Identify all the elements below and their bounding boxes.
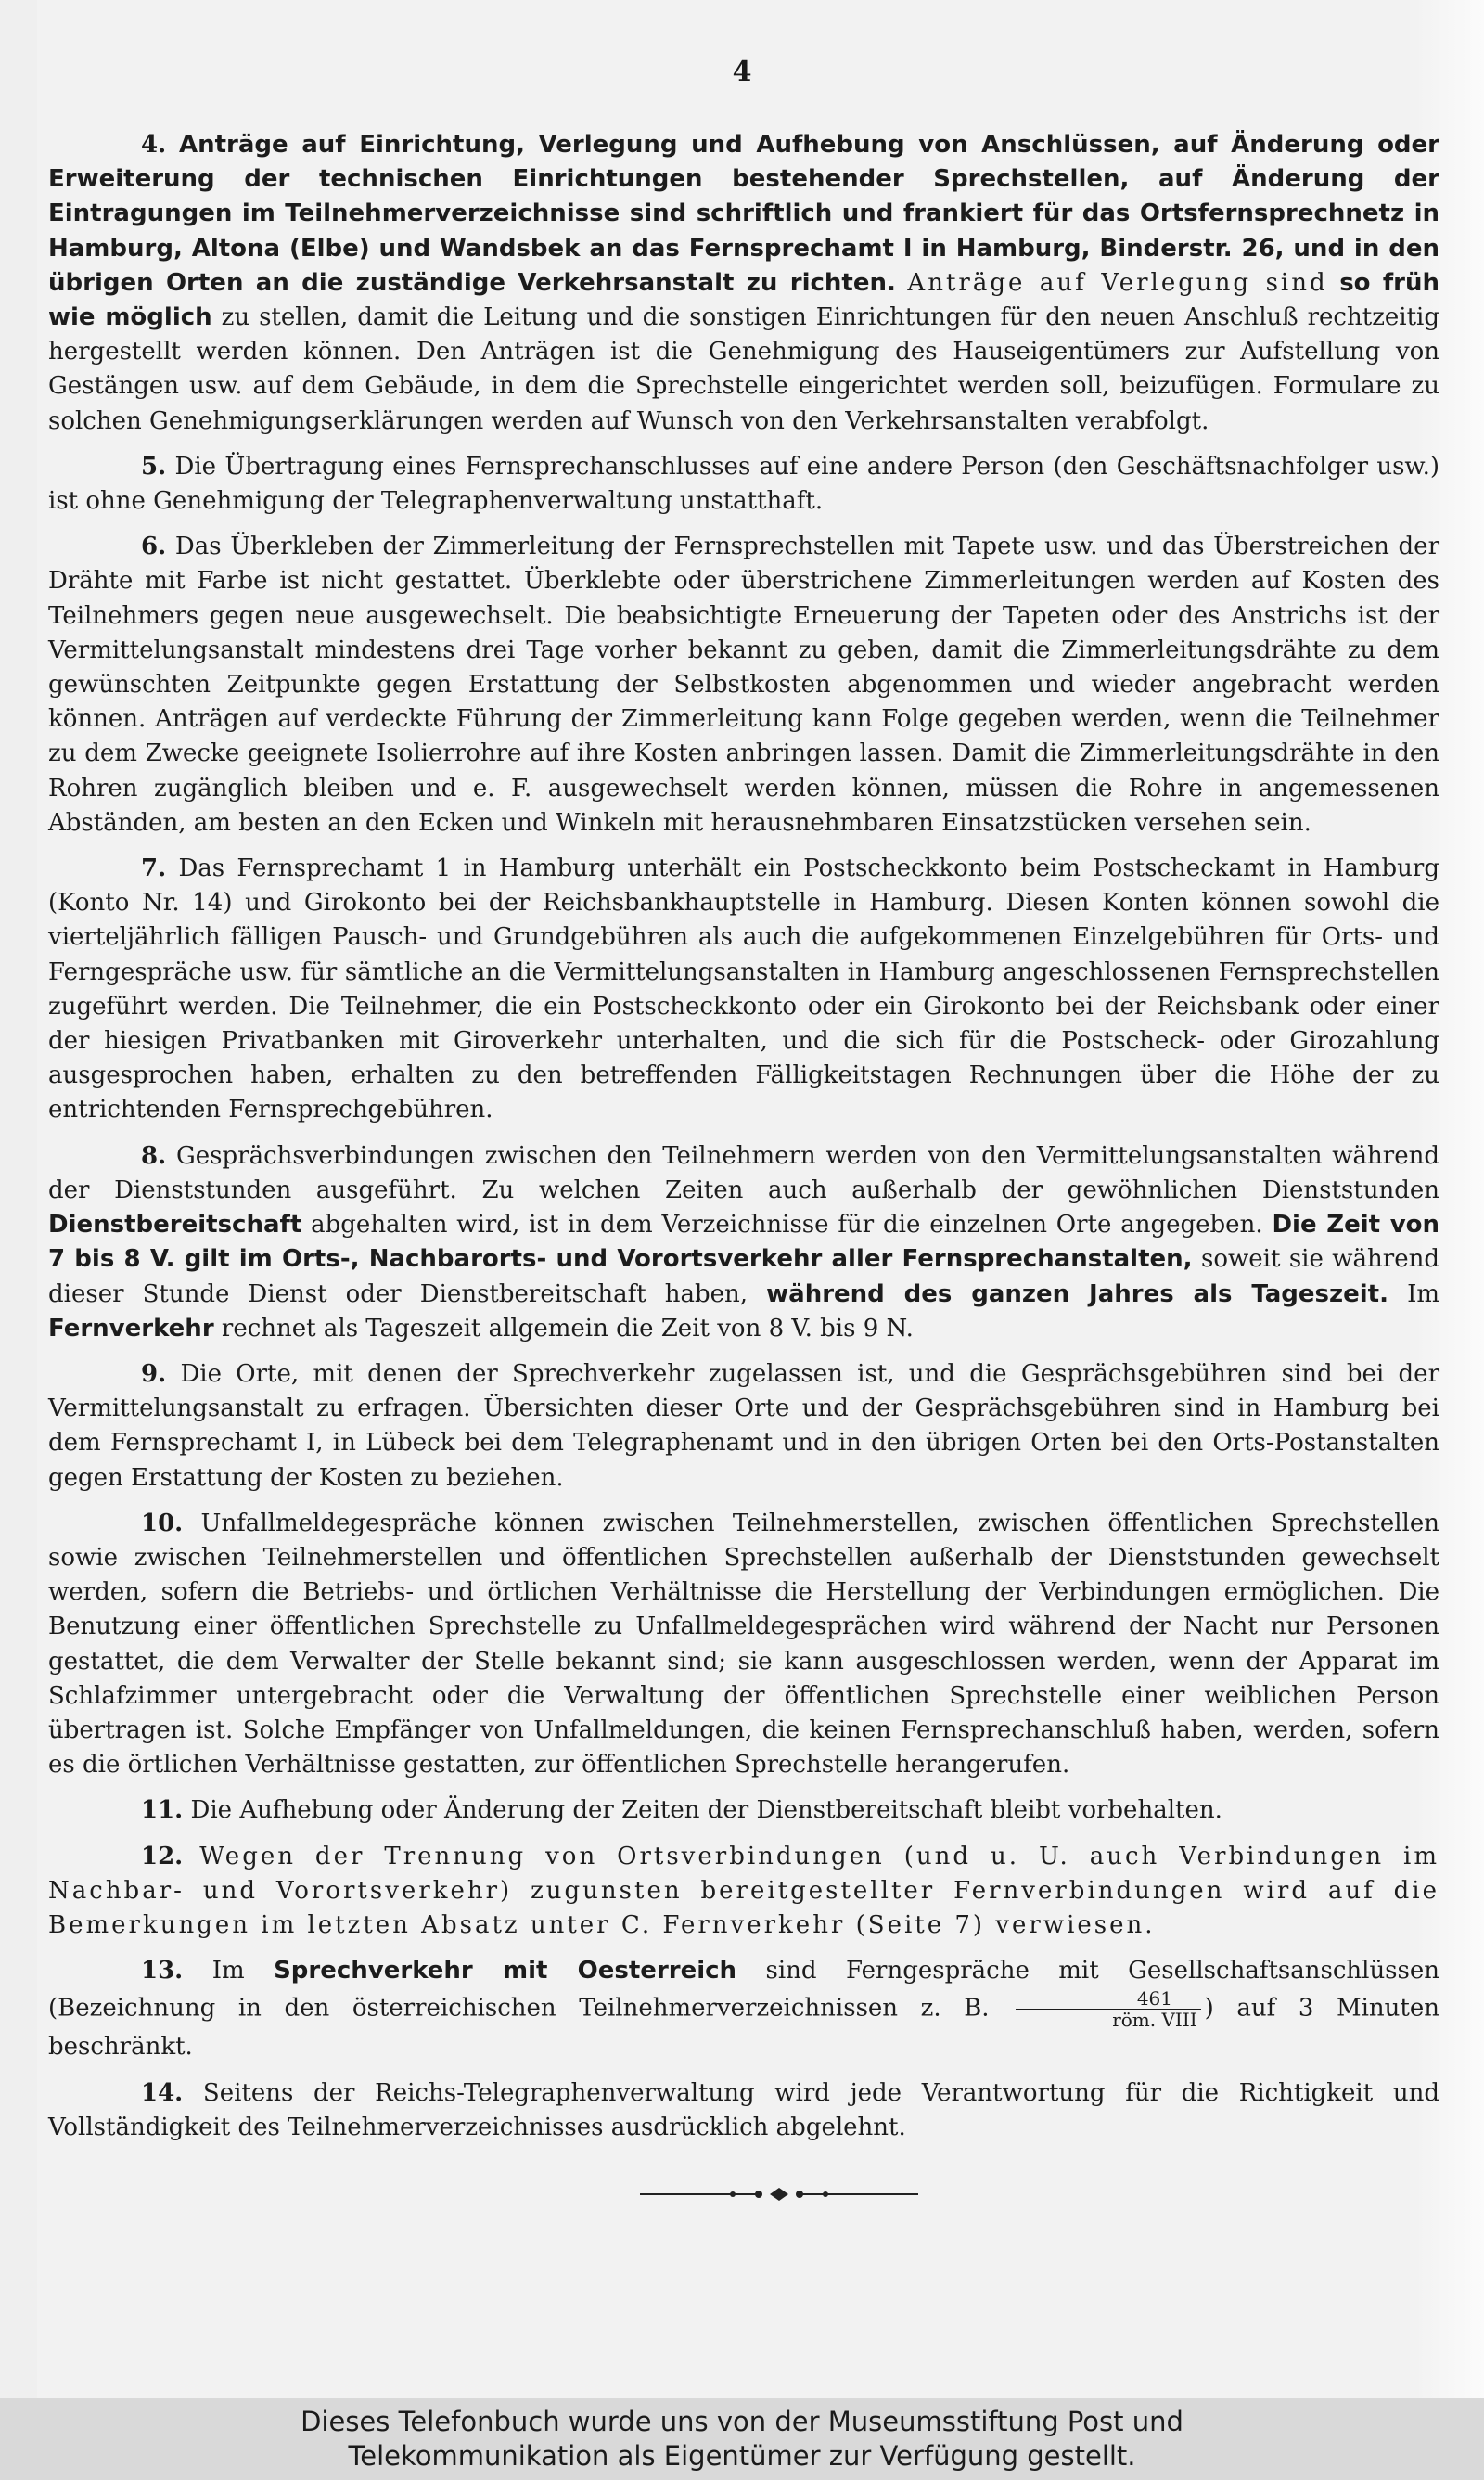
paragraph-bold-text: Die Zeit von 7 bis 8 V. gilt im Orts-, Nachbarorts- und Vorortsverkehr aller Fernsprechanstalten, (48, 1211, 1440, 1274)
attribution-footer (0, 2398, 1484, 2480)
paragraph-number: 7. (141, 855, 167, 883)
paragraph-bold-text: Anträge auf Einrichtung, Verlegung und Aufhebung von Anschlüssen, auf Änderung oder Erweiterung der technischen Einrichtungen bestehender Sprechstellen, auf Änderung der Eintragungen im Teilnehmerverzeichnisse sind schriftlich und frankiert für das Ortsfernsprechnetz in Hamburg, Altona (Elbe) und Wandsbek an das Fernsprechamt I in Hamburg, Binderstr. 26, und in den übrigen Orten an die zuständige Verkehrsanstalt zu richten. (48, 131, 1440, 297)
paragraph-bold-text: Fernverkehr (48, 1314, 214, 1343)
paragraph-number: 5. (141, 452, 167, 481)
paragraph-number: 13. (141, 1957, 184, 1985)
paragraph-bold-text: so früh wie möglich (48, 268, 1440, 332)
footer-line-1: Dieses Telefonbuch wurde uns von der Museumsstiftung Post und (301, 2406, 1183, 2437)
paragraph-spaced-text: Wegen der Trennung von Ortsverbindungen (und u. U. auch Verbindungen im Nachbar- und Vorortsverkehr) zugunsten bereitgestellter Fernverbindungen wird auf die Bemerkungen im letzten Absatz unter C. Fernverkehr (Seite 7) verwiesen. (48, 1842, 1440, 1939)
paragraph-10 (48, 1507, 1439, 1783)
fraction-denominator: röm. VIII (1112, 2009, 1197, 2032)
paragraph-bold-text: Dienstbereitschaft (48, 1211, 302, 1240)
paragraph-number: 6. (141, 533, 167, 561)
paragraph-bold-text: während des ganzen Jahres als Tageszeit. (766, 1279, 1388, 1308)
paragraph-text: Gesprächsverbindungen zwischen den Teilnehmern werden von den Vermittelungsanstalten während der Dienststunden ausgeführt. Zu welchen Zeiten auch außerhalb der gewöhnlichen Dienststunden (48, 1141, 1440, 1204)
paragraph-bold-text: Sprechverkehr mit Oesterreich (274, 1957, 737, 1985)
paragraph-9 (48, 1357, 1439, 1496)
paragraph-14 (48, 2076, 1439, 2145)
paragraph-text: rechnet als Tageszeit allgemein die Zeit von 8 V. bis 9 N. (221, 1314, 914, 1343)
paragraph-text: Das Überkleben der Zimmerleitung der Fernsprechstellen mit Tapete usw. und das Überstreichen der Drähte mit Farbe ist nicht gestattet. Überklebte oder überstrichene Zimmerleitungen werden auf Kosten des Teilnehmers gegen neue ausgewechselt. Die beabsichtigte Erneuerung der Tapeten oder des Anstrichs ist der Vermittelungsanstalt mindestens drei Tage vorher bekannt zu geben, damit die Zimmerleitungsdrähte zu dem gewünschten Zeitpunkte gegen Erstattung der Selbstkosten abgenommen und wieder angebracht werden können. Anträgen auf verdeckte Führung der Zimmerleitung kann Folge gegeben werden, wenn die Teilnehmer zu dem Zwecke geeignete Isolierrohre auf ihre Kosten anbringen lassen. Damit die Zimmerleitungsdrähte in den Rohren zugänglich bleiben und e. F. ausgewechselt werden können, müssen die Rohre in angemessenen Abständen, am besten an den Ecken und Winkeln mit herausnehmbaren Einsatzstücken versehen sein. (48, 533, 1439, 837)
footer-line-2: Telekommunikation als Eigentümer zur Verfügung gestellt. (348, 2440, 1136, 2472)
paragraph-number: 14. (141, 2078, 184, 2107)
paragraph-number: 9. (141, 1359, 167, 1388)
paragraph-8 (48, 1139, 1439, 1346)
paragraph-text: Unfallmeldegespräche können zwischen Teilnehmerstellen, zwischen öffentlichen Sprechstellen sowie zwischen Teilnehmerstellen und öffentlichen Sprechstellen außerhalb der Dienststunden gewechselt werden, sofern die Betriebs- und örtlichen Verhältnisse die Herstellung der Verbindungen ermöglichen. Die Benutzung einer öffentlichen Sprechstelle zu Unfallmeldegesprächen wird während der Nacht nur Personen gestattet, die dem Verwalter der Stelle bekannt sind; sie kann ausgeschlossen werden, wenn der Apparat im Schlafzimmer untergebracht oder die Verwaltung der öffentlichen Sprechstelle einer weiblichen Person übertragen ist. Solche Empfänger von Unfallmeldungen, die keinen Fernsprechanschluß haben, werden, sofern es die örtlichen Verhältnisse gestatten, zur öffentlichen Sprechstelle herangerufen. (48, 1509, 1440, 1780)
paragraph-text: Die Aufhebung oder Änderung der Zeiten der Dienstbereitschaft bleibt vorbehalten. (190, 1796, 1222, 1825)
paragraph-5 (48, 450, 1439, 519)
paragraph-text: Das Fernsprechamt 1 in Hamburg unterhält ein Postscheckkonto beim Postscheckamt in Hamburg (Konto Nr. 14) und Girokonto bei der Reichsbankhauptstelle in Hamburg. Diesen Konten können sowohl die vierteljährlich fälligen Pausch- und Grundgebühren als auch die aufgekommenen Einzelgebühren für Orts- und Ferngespräche usw. für sämtliche an die Vermittelungsanstalten in Hamburg angeschlossenen Fernsprechstellen zugeführt werden. Die Teilnehmer, die ein Postscheckkonto oder ein Girokonto bei der Reichsbank oder einer der hiesigen Privatbanken mit Giroverkehr unterhalten, und die sich für die Postscheck- oder Girozahlung ausgesprochen haben, erhalten zu den betreffenden Fälligkeitstagen Rechnungen über die Höhe der zu entrichtenden Fernsprechgebühren. (48, 855, 1440, 1124)
paragraph-number: 12. (141, 1842, 184, 1870)
page-number: 4 (732, 56, 752, 88)
paragraph-text: zu stellen, damit die Leitung und die sonstigen Einrichtungen für den neuen Anschluß rechtzeitig hergestellt werden können. Den Anträgen ist die Genehmigung des Hauseigentümers zur Aufstellung von Gestängen usw. auf dem Gebäude, in dem die Sprechstelle eingerichtet werden soll, beizufügen. Formulare zu solchen Genehmigungserklärungen werden auf Wunsch von den Verkehrsanstalten verabfolgt. (48, 303, 1439, 435)
paragraph-text: Im (211, 1957, 245, 1985)
paragraph-number: 10. (141, 1509, 184, 1537)
paragraph-4 (48, 128, 1439, 439)
paragraph-text: Im (1407, 1279, 1439, 1308)
paragraph-text: sind Ferngespräche mit Gesellschaftsanschlüssen (Bezeichnung in den österreichischen Teilnehmerverzeichnissen z. B. (48, 1957, 1440, 2023)
closing-ornament (640, 2185, 918, 2204)
paragraph-text: abgehalten wird, ist in dem Verzeichnisse für die einzelnen Orte angegeben. (311, 1211, 1263, 1240)
paragraph-spaced-text: Anträge auf Verlegung sind (907, 268, 1328, 297)
paragraph-number: 11. (141, 1796, 184, 1825)
paragraph-text: soweit sie während dieser Stunde Dienst oder Dienstbereitschaft haben, (48, 1245, 1440, 1308)
paragraph-text: Die Übertragung eines Fernsprechanschlusses auf eine andere Person (den Geschäftsnachfolger usw.) ist ohne Genehmigung der Telegraphenverwaltung unstatthaft. (48, 452, 1439, 516)
fraction-numerator: 461 (1016, 1988, 1200, 2010)
paragraph-11 (48, 1793, 1439, 1828)
paragraph-number: 4. (141, 131, 167, 159)
paragraph-number: 8. (141, 1141, 167, 1170)
paragraph-6 (48, 530, 1439, 841)
paragraph-12 (48, 1840, 1439, 1944)
paragraph-text: Die Orte, mit denen der Sprechverkehr zugelassen ist, und die Gesprächsgebühren sind bei der Vermittelungsanstalt zu erfragen. Übersichten dieser Orte und der Gesprächsgebühren sind in Hamburg bei dem Fernsprechamt I, in Lübeck bei dem Telegraphenamt und in den übrigen Orten bei den Orts-Postanstalten gegen Erstattung der Kosten zu beziehen. (48, 1359, 1439, 1492)
fraction (1016, 1988, 1200, 2030)
paragraph-text: Seitens der Reichs-Telegraphenverwaltung wird jede Verantwortung für die Richtigkeit und Vollständigkeit des Teilnehmerverzeichnisses ausdrücklich abgelehnt. (48, 2078, 1440, 2141)
document-body (48, 128, 1439, 2156)
paragraph-7 (48, 852, 1439, 1128)
paragraph-text: ) auf 3 Minuten beschränkt. (48, 1994, 1439, 2062)
paragraph-13 (48, 1954, 1439, 2064)
